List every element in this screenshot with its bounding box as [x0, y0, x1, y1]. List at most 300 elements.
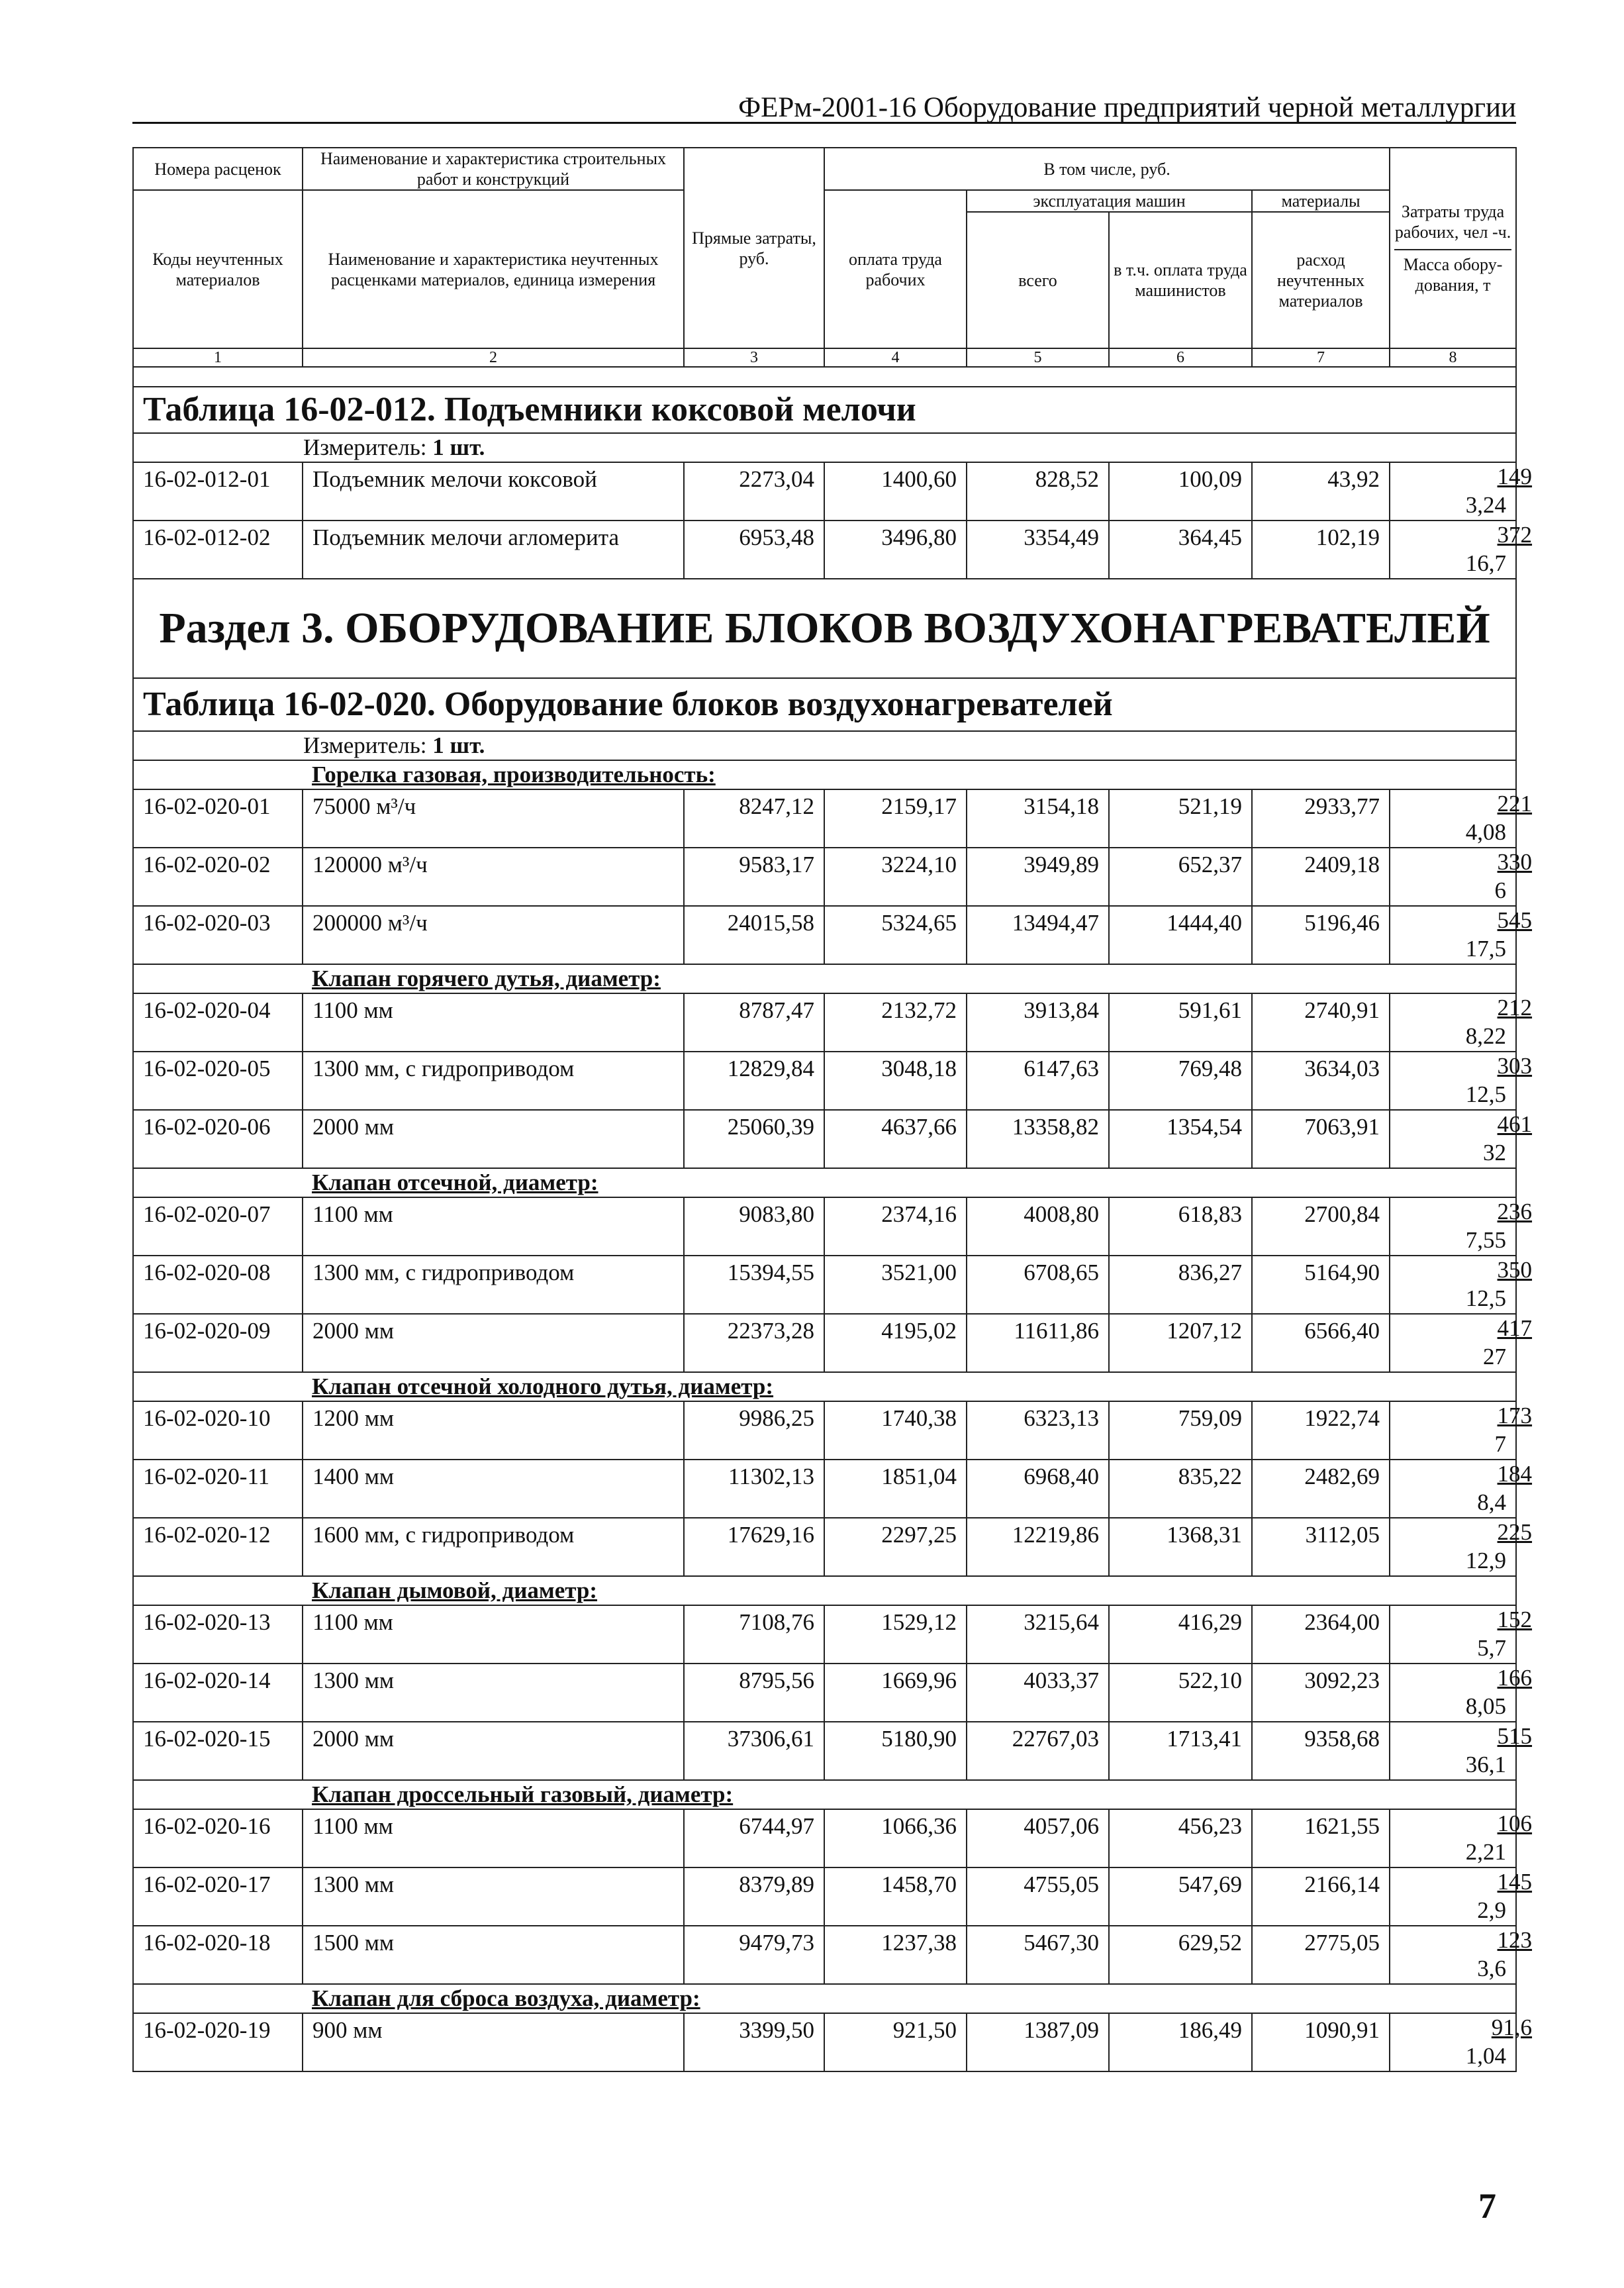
labor-cell — [1390, 1401, 1533, 1430]
col-unaccounted-materials: расход неучтенных материалов — [1252, 212, 1390, 348]
table-title-row-cell — [133, 387, 1516, 433]
value-machines: 3215,64 — [967, 1605, 1109, 1664]
value-materials: 5196,46 — [1252, 906, 1390, 964]
meter-label: Измеритель: — [303, 732, 427, 758]
group-empty — [133, 1984, 303, 2013]
value-machinists: 521,19 — [1109, 789, 1252, 848]
value-machines: 6147,63 — [967, 1052, 1109, 1110]
rate-code: 16-02-012-01 — [133, 462, 303, 521]
value-machines: 13494,47 — [967, 906, 1109, 964]
col-including: В том числе, руб. — [824, 148, 1390, 190]
value-machinists: 364,45 — [1109, 521, 1252, 579]
labor-cell — [1390, 1867, 1533, 1896]
group-empty — [133, 1576, 303, 1605]
value-direct: 37306,61 — [684, 1722, 824, 1780]
rate-name: Подъемник мелочи агломерита — [303, 521, 684, 579]
labor-cell — [1390, 789, 1533, 818]
value-machinists: 836,27 — [1109, 1256, 1252, 1314]
table-title-row-cell — [133, 678, 1516, 731]
page-number: 7 — [1478, 2186, 1496, 2226]
value-machines: 4057,06 — [967, 1809, 1109, 1867]
section-title: Раздел 3. ОБОРУДОВАНИЕ БЛОКОВ ВОЗДУХОНАГРЕВАТЕЛЕЙ — [159, 604, 1490, 652]
value-machinists: 1444,40 — [1109, 906, 1252, 964]
value-wage: 1529,12 — [824, 1605, 967, 1664]
value-materials: 3112,05 — [1252, 1518, 1390, 1576]
table-row — [133, 1110, 1516, 1138]
value-direct: 9479,73 — [684, 1926, 824, 1984]
table-row — [133, 521, 1516, 549]
value-direct: 12829,84 — [684, 1052, 824, 1110]
table-012-body — [133, 367, 1533, 579]
col-labor-wage: оплата труда рабочих — [824, 190, 967, 348]
value-machinists: 1354,54 — [1109, 1110, 1252, 1168]
value-materials: 2166,14 — [1252, 1867, 1390, 1926]
spacer-row — [133, 367, 1516, 387]
mass-value: 8,05 — [1390, 1692, 1516, 1722]
value-wage: 2297,25 — [824, 1518, 967, 1576]
spacer-row-cell — [133, 367, 1516, 387]
col-number: 8 — [1390, 348, 1516, 367]
page-header: ФЕРм-2001-16 Оборудование предприятий черной металлургии — [738, 92, 1516, 123]
value-materials: 2700,84 — [1252, 1197, 1390, 1256]
labor-value: 166 — [1497, 1665, 1533, 1691]
group-label: Клапан дымовой, диаметр: — [312, 1577, 597, 1603]
group-empty — [133, 1168, 303, 1197]
group-label: Клапан дроссельный газовый, диаметр: — [312, 1781, 734, 1807]
col-number: 4 — [824, 348, 967, 367]
value-machines: 6708,65 — [967, 1256, 1109, 1314]
rate-code: 16-02-020-01 — [133, 789, 303, 848]
value-direct: 17629,16 — [684, 1518, 824, 1576]
meter-row — [133, 731, 1516, 760]
mass-value: 36,1 — [1390, 1750, 1516, 1780]
rate-code: 16-02-020-07 — [133, 1197, 303, 1256]
value-wage: 921,50 — [824, 2013, 967, 2071]
value-direct: 24015,58 — [684, 906, 824, 964]
group-label-cell — [303, 1984, 1516, 2013]
rate-code: 16-02-020-02 — [133, 848, 303, 906]
labor-cell — [1390, 1605, 1533, 1634]
labor-cell — [1390, 1052, 1533, 1080]
value-materials: 2409,18 — [1252, 848, 1390, 906]
labor-value: 545 — [1497, 907, 1533, 933]
mass-value: 7,55 — [1390, 1226, 1516, 1256]
value-machinists: 547,69 — [1109, 1867, 1252, 1926]
table-row — [133, 1518, 1516, 1546]
table-title-row — [133, 387, 1516, 433]
col-work-name: Наименование и характеристика строительных работ и конструкций — [303, 148, 684, 190]
rate-name: 2000 мм — [303, 1722, 684, 1780]
rate-name: 1600 мм, с гидроприводом — [303, 1518, 684, 1576]
value-direct: 25060,39 — [684, 1110, 824, 1168]
meter-row-cell — [133, 731, 1516, 760]
group-label-cell — [303, 1780, 1516, 1809]
mass-value: 16,7 — [1390, 549, 1516, 579]
col-rate-number: Номера расценок — [133, 148, 303, 190]
value-direct: 3399,50 — [684, 2013, 824, 2071]
value-direct: 6953,48 — [684, 521, 824, 579]
value-wage: 1237,38 — [824, 1926, 967, 1984]
value-wage: 4637,66 — [824, 1110, 967, 1168]
labor-cell — [1390, 2013, 1533, 2042]
value-machinists: 618,83 — [1109, 1197, 1252, 1256]
col-labor-mass — [1390, 148, 1516, 348]
table-row — [133, 1664, 1516, 1692]
mass-value: 12,5 — [1390, 1080, 1516, 1110]
section-row — [133, 579, 1516, 678]
mass-value: 27 — [1390, 1342, 1516, 1372]
labor-cell — [1390, 848, 1533, 876]
value-machinists: 186,49 — [1109, 2013, 1252, 2071]
value-wage: 3048,18 — [824, 1052, 967, 1110]
value-direct: 9986,25 — [684, 1401, 824, 1460]
value-materials: 43,92 — [1252, 462, 1390, 521]
labor-cell — [1390, 906, 1533, 934]
mass-value: 32 — [1390, 1138, 1516, 1168]
col-materials: материалы — [1252, 190, 1390, 212]
mass-value: 12,9 — [1390, 1546, 1516, 1576]
value-materials: 1922,74 — [1252, 1401, 1390, 1460]
table-020-body — [133, 579, 1533, 2071]
rate-code: 16-02-020-04 — [133, 993, 303, 1052]
rate-code: 16-02-020-14 — [133, 1664, 303, 1722]
rate-code: 16-02-020-10 — [133, 1401, 303, 1460]
group-row — [133, 1576, 1516, 1605]
group-row — [133, 1372, 1516, 1401]
rate-code: 16-02-020-19 — [133, 2013, 303, 2071]
rates-table — [132, 147, 1533, 2072]
value-materials: 2740,91 — [1252, 993, 1390, 1052]
table-row — [133, 848, 1516, 876]
value-direct: 2273,04 — [684, 462, 824, 521]
group-label: Клапан для сброса воздуха, диаметр: — [312, 1985, 700, 2011]
meter-row — [133, 433, 1516, 462]
value-machines: 828,52 — [967, 462, 1109, 521]
value-materials: 1090,91 — [1252, 2013, 1390, 2071]
value-direct: 6744,97 — [684, 1809, 824, 1867]
labor-value: 303 — [1497, 1053, 1533, 1079]
rate-name: 1300 мм, с гидроприводом — [303, 1052, 684, 1110]
rate-code: 16-02-020-15 — [133, 1722, 303, 1780]
value-machines: 3913,84 — [967, 993, 1109, 1052]
col-machinists-wage: в т.ч. оплата труда машинистов — [1109, 212, 1252, 348]
table-row — [133, 906, 1516, 934]
value-direct: 22373,28 — [684, 1314, 824, 1372]
value-materials: 2364,00 — [1252, 1605, 1390, 1664]
value-machines: 4033,37 — [967, 1664, 1109, 1722]
table-row — [133, 1722, 1516, 1750]
col-machines: эксплуатация машин — [967, 190, 1252, 212]
value-machinists: 652,37 — [1109, 848, 1252, 906]
value-machinists: 591,61 — [1109, 993, 1252, 1052]
group-label-cell — [303, 964, 1516, 993]
labor-value: 212 — [1497, 995, 1533, 1020]
value-materials: 7063,91 — [1252, 1110, 1390, 1168]
value-direct: 15394,55 — [684, 1256, 824, 1314]
table-row — [133, 462, 1516, 491]
col-direct-costs: Прямые затраты, руб. — [684, 148, 824, 348]
labor-cell — [1390, 1110, 1533, 1138]
rate-name: 1500 мм — [303, 1926, 684, 1984]
value-wage: 2159,17 — [824, 789, 967, 848]
table-row — [133, 1197, 1516, 1226]
value-direct: 8795,56 — [684, 1664, 824, 1722]
rate-code: 16-02-020-18 — [133, 1926, 303, 1984]
rate-code: 16-02-020-09 — [133, 1314, 303, 1372]
labor-value: 236 — [1497, 1199, 1533, 1224]
col-number: 3 — [684, 348, 824, 367]
value-wage: 2374,16 — [824, 1197, 967, 1256]
labor-cell — [1390, 521, 1533, 549]
value-materials: 3634,03 — [1252, 1052, 1390, 1110]
labor-cell — [1390, 462, 1533, 491]
rate-name: 1300 мм — [303, 1867, 684, 1926]
meter-label: Измеритель: — [303, 434, 427, 460]
labor-cell — [1390, 1664, 1533, 1692]
labor-cell — [1390, 1809, 1533, 1838]
value-machines: 3354,49 — [967, 521, 1109, 579]
value-machinists: 759,09 — [1109, 1401, 1252, 1460]
table-row — [133, 1401, 1516, 1430]
group-label-cell — [303, 1576, 1516, 1605]
rate-name: 1100 мм — [303, 1197, 684, 1256]
rate-name: 120000 м³/ч — [303, 848, 684, 906]
table-row — [133, 1052, 1516, 1080]
labor-value: 350 — [1497, 1257, 1533, 1283]
labor-cell — [1390, 1314, 1533, 1342]
group-label: Клапан горячего дутья, диаметр: — [312, 966, 661, 991]
value-machines: 4008,80 — [967, 1197, 1109, 1256]
table-row — [133, 1926, 1516, 1954]
group-empty — [133, 1372, 303, 1401]
group-row — [133, 760, 1516, 789]
meter-value: 1 шт. — [432, 434, 485, 460]
col-machines-total: всего — [967, 212, 1109, 348]
value-wage: 4195,02 — [824, 1314, 967, 1372]
value-wage: 1066,36 — [824, 1809, 967, 1867]
labor-value: 330 — [1497, 849, 1533, 875]
rate-name: 1100 мм — [303, 1809, 684, 1867]
value-machinists: 835,22 — [1109, 1460, 1252, 1518]
value-materials: 5164,90 — [1252, 1256, 1390, 1314]
group-row — [133, 1168, 1516, 1197]
table-title: Таблица 16-02-012. Подъемники коксовой мелочи — [143, 391, 916, 428]
value-direct: 8379,89 — [684, 1867, 824, 1926]
value-wage: 3224,10 — [824, 848, 967, 906]
rate-name: Подъемник мелочи коксовой — [303, 462, 684, 521]
value-materials: 6566,40 — [1252, 1314, 1390, 1372]
rate-name: 2000 мм — [303, 1314, 684, 1372]
mass-value: 5,7 — [1390, 1634, 1516, 1664]
mass-value: 6 — [1390, 876, 1516, 906]
labor-value: 225 — [1497, 1519, 1533, 1545]
value-machines: 1387,09 — [967, 2013, 1109, 2071]
rate-name: 2000 мм — [303, 1110, 684, 1168]
labor-value: 372 — [1497, 522, 1533, 548]
value-machinists: 629,52 — [1109, 1926, 1252, 1984]
rate-code: 16-02-020-03 — [133, 906, 303, 964]
rate-code: 16-02-020-06 — [133, 1110, 303, 1168]
table-title-row — [133, 678, 1516, 731]
group-row — [133, 1780, 1516, 1809]
group-empty — [133, 760, 303, 789]
group-label-cell — [303, 1168, 1516, 1197]
value-wage: 5324,65 — [824, 906, 967, 964]
table-row — [133, 1867, 1516, 1896]
labor-value: 152 — [1497, 1607, 1533, 1632]
col-divider — [1394, 249, 1511, 250]
value-machinists: 522,10 — [1109, 1664, 1252, 1722]
value-machines: 11611,86 — [967, 1314, 1109, 1372]
group-label: Клапан отсечной холодного дутья, диаметр: — [312, 1373, 774, 1399]
rate-code: 16-02-020-05 — [133, 1052, 303, 1110]
value-direct: 11302,13 — [684, 1460, 824, 1518]
rate-code: 16-02-020-08 — [133, 1256, 303, 1314]
table-row — [133, 993, 1516, 1022]
labor-cell — [1390, 993, 1533, 1022]
mass-value: 17,5 — [1390, 934, 1516, 964]
group-label-cell — [303, 760, 1516, 789]
labor-cell — [1390, 1460, 1533, 1488]
value-wage: 3521,00 — [824, 1256, 967, 1314]
header-rule — [132, 122, 1516, 124]
rate-name: 900 мм — [303, 2013, 684, 2071]
col-number: 7 — [1252, 348, 1390, 367]
rate-code: 16-02-020-13 — [133, 1605, 303, 1664]
col-codes: Коды неучтенных материалов — [133, 190, 303, 348]
mass-value: 3,24 — [1390, 491, 1516, 521]
mass-value: 2,21 — [1390, 1838, 1516, 1867]
value-materials: 9358,68 — [1252, 1722, 1390, 1780]
value-machinists: 456,23 — [1109, 1809, 1252, 1867]
rate-code: 16-02-020-12 — [133, 1518, 303, 1576]
rate-code: 16-02-020-16 — [133, 1809, 303, 1867]
group-row — [133, 1984, 1516, 2013]
table-row — [133, 1314, 1516, 1342]
table-row — [133, 1809, 1516, 1838]
meter-value: 1 шт. — [432, 732, 485, 758]
value-direct: 8787,47 — [684, 993, 824, 1052]
value-machines: 3949,89 — [967, 848, 1109, 906]
group-label-cell — [303, 1372, 1516, 1401]
table-row — [133, 1256, 1516, 1284]
col-equipment-mass: Масса обору-дования, т — [1403, 254, 1503, 295]
mass-value: 8,4 — [1390, 1488, 1516, 1518]
value-materials: 3092,23 — [1252, 1664, 1390, 1722]
group-empty — [133, 1780, 303, 1809]
value-machines: 6323,13 — [967, 1401, 1109, 1460]
labor-cell — [1390, 1722, 1533, 1750]
rate-code: 16-02-012-02 — [133, 521, 303, 579]
value-materials: 2933,77 — [1252, 789, 1390, 848]
value-wage: 1740,38 — [824, 1401, 967, 1460]
value-machinists: 416,29 — [1109, 1605, 1252, 1664]
group-label: Горелка газовая, производительность: — [312, 762, 716, 787]
col-number: 1 — [133, 348, 303, 367]
col-number: 6 — [1109, 348, 1252, 367]
table-row — [133, 1460, 1516, 1488]
rate-name: 1400 мм — [303, 1460, 684, 1518]
value-materials: 1621,55 — [1252, 1809, 1390, 1867]
value-machines: 3154,18 — [967, 789, 1109, 848]
labor-value: 123 — [1497, 1927, 1533, 1953]
labor-value: 173 — [1497, 1403, 1533, 1428]
value-wage: 5180,90 — [824, 1722, 967, 1780]
value-materials: 2775,05 — [1252, 1926, 1390, 1984]
col-materials-name: Наименование и характеристика неучтенных расценками материалов, единица измерения — [303, 190, 684, 348]
col-number: 2 — [303, 348, 684, 367]
rate-name: 200000 м³/ч — [303, 906, 684, 964]
mass-value: 2,9 — [1390, 1896, 1516, 1926]
value-materials: 102,19 — [1252, 521, 1390, 579]
table-row — [133, 1605, 1516, 1634]
labor-value: 461 — [1497, 1111, 1533, 1137]
group-label: Клапан отсечной, диаметр: — [312, 1169, 598, 1195]
mass-value: 4,08 — [1390, 818, 1516, 848]
rate-name: 1100 мм — [303, 1605, 684, 1664]
value-direct: 9083,80 — [684, 1197, 824, 1256]
rate-name: 1200 мм — [303, 1401, 684, 1460]
value-wage: 1400,60 — [824, 462, 967, 521]
value-machinists: 1207,12 — [1109, 1314, 1252, 1372]
value-wage: 1458,70 — [824, 1867, 967, 1926]
mass-value: 7 — [1390, 1430, 1516, 1460]
col-number: 5 — [967, 348, 1109, 367]
value-machines: 4755,05 — [967, 1867, 1109, 1926]
section-row-cell — [133, 579, 1516, 678]
group-row — [133, 964, 1516, 993]
mass-value: 1,04 — [1390, 2042, 1516, 2071]
value-machines: 6968,40 — [967, 1460, 1109, 1518]
value-machines: 5467,30 — [967, 1926, 1109, 1984]
table-title: Таблица 16-02-020. Оборудование блоков воздухонагревателей — [143, 685, 1113, 723]
table-row — [133, 2013, 1516, 2042]
labor-value: 149 — [1497, 464, 1533, 489]
labor-value: 145 — [1497, 1869, 1533, 1895]
value-machines: 13358,82 — [967, 1110, 1109, 1168]
value-direct: 7108,76 — [684, 1605, 824, 1664]
value-machinists: 1368,31 — [1109, 1518, 1252, 1576]
mass-value: 12,5 — [1390, 1284, 1516, 1314]
rate-name: 75000 м³/ч — [303, 789, 684, 848]
labor-cell — [1390, 1256, 1533, 1284]
mass-value: 3,6 — [1390, 1954, 1516, 1984]
value-direct: 8247,12 — [684, 789, 824, 848]
value-machinists: 100,09 — [1109, 462, 1252, 521]
value-machines: 22767,03 — [967, 1722, 1109, 1780]
group-empty — [133, 964, 303, 993]
labor-value: 106 — [1497, 1811, 1533, 1836]
value-wage: 2132,72 — [824, 993, 967, 1052]
mass-value: 8,22 — [1390, 1022, 1516, 1052]
labor-value: 221 — [1497, 791, 1533, 817]
rate-code: 16-02-020-11 — [133, 1460, 303, 1518]
value-wage: 1851,04 — [824, 1460, 967, 1518]
rate-code: 16-02-020-17 — [133, 1867, 303, 1926]
value-wage: 1669,96 — [824, 1664, 967, 1722]
col-labor-costs: Затраты труда рабочих, чел -ч. — [1394, 201, 1511, 242]
value-wage: 3496,80 — [824, 521, 967, 579]
labor-value: 184 — [1497, 1461, 1533, 1487]
value-machines: 12219,86 — [967, 1518, 1109, 1576]
value-machinists: 1713,41 — [1109, 1722, 1252, 1780]
labor-value: 515 — [1497, 1723, 1533, 1749]
labor-cell — [1390, 1926, 1533, 1954]
labor-value: 417 — [1497, 1315, 1533, 1341]
labor-cell — [1390, 1518, 1533, 1546]
value-direct: 9583,17 — [684, 848, 824, 906]
rate-name: 1300 мм, с гидроприводом — [303, 1256, 684, 1314]
